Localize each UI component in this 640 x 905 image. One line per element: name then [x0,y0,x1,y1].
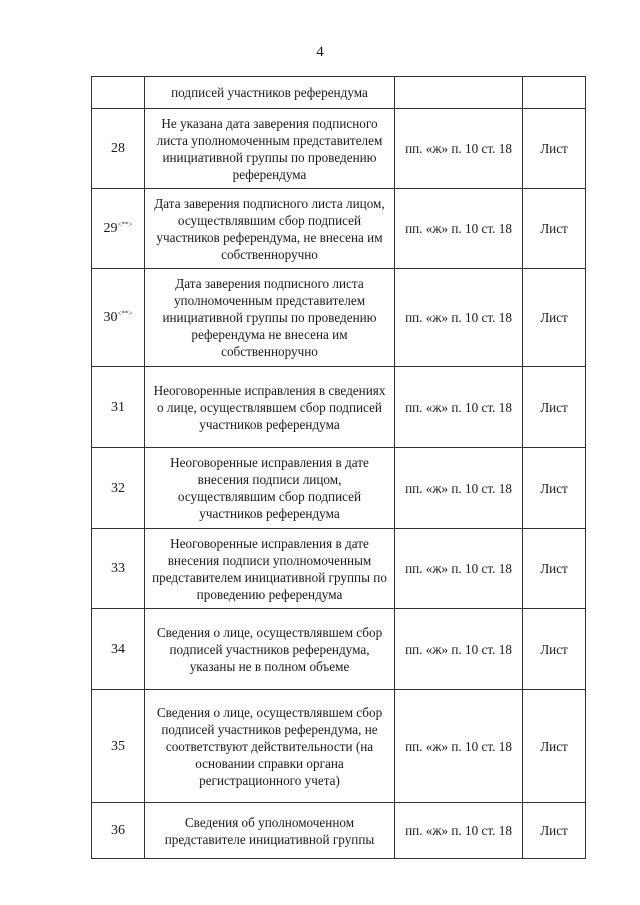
row-number: 30 [103,310,118,325]
cell-reference: пп. «ж» п. 10 ст. 18 [395,529,523,609]
table-row [92,529,586,609]
table-row [92,690,586,803]
cell-description: Неоговоренные исправления в дате внесения подписи лицом, осуществлявшим сбор подписей участников референдума [145,448,395,529]
cell-object: Лист [523,269,586,367]
cell-number [92,448,145,529]
violations-table [91,76,586,859]
cell-number [92,269,145,367]
table-row [92,367,586,448]
cell-number [92,609,145,690]
cell-number [92,367,145,448]
cell-description: Неоговоренные исправления в сведениях о лице, осуществлявшем сбор подписей участников референдума [145,367,395,448]
cell-reference: пп. «ж» п. 10 ст. 18 [395,367,523,448]
cell-reference: пп. «ж» п. 10 ст. 18 [395,609,523,690]
table-row [92,448,586,529]
cell-number [92,109,145,189]
footnote-marker: <**> [117,309,133,318]
cell-number [92,803,145,859]
cell-description: Сведения об уполномоченном представителе инициативной группы [145,803,395,859]
row-number: 31 [111,399,125,415]
cell-reference: пп. «ж» п. 10 ст. 18 [395,690,523,803]
cell-number [92,529,145,609]
page-number: 4 [316,44,324,60]
row-number: 35 [111,738,125,754]
footnote-marker: <**> [117,220,133,229]
row-number: 34 [111,641,125,657]
row-number: 33 [111,561,125,576]
cell-object: Лист [523,189,586,269]
cell-object: Лист [523,109,586,189]
table-row [92,269,586,367]
cell-object: Лист [523,448,586,529]
cell-reference: пп. «ж» п. 10 ст. 18 [395,269,523,367]
cell-description: Неоговоренные исправления в дате внесения подписи уполномоченным представителем инициативной группы по проведению референдума [145,529,395,609]
cell-object: Лист [523,690,586,803]
cell-reference: пп. «ж» п. 10 ст. 18 [395,109,523,189]
cell-description: Дата заверения подписного листа уполномоченным представителем инициативной группы по проведению референдума не внесена им собственноручно [145,269,395,367]
row-number: 36 [111,823,125,838]
cell-reference: пп. «ж» п. 10 ст. 18 [395,803,523,859]
cell-object: Лист [523,609,586,690]
table-row-continuation [92,77,586,109]
cell-object [523,77,586,109]
cell-number [92,189,145,269]
cell-object: Лист [523,529,586,609]
row-number: 29 [103,221,118,236]
cell-reference: пп. «ж» п. 10 ст. 18 [395,448,523,529]
cell-reference [395,77,523,109]
table-row [92,609,586,690]
table-row [92,189,586,269]
cell-description: подписей участников референдума [145,77,395,109]
table-row [92,109,586,189]
cell-description: Дата заверения подписного листа лицом, осуществлявшим сбор подписей участников референдума, не внесена им собственноручно [145,189,395,269]
row-number: 28 [111,141,125,156]
cell-number [92,77,145,109]
cell-description: Сведения о лице, осуществлявшем сбор подписей участников референдума, не соответствуют действительности (на основании справки органа регистрационного учета) [145,690,395,803]
cell-object: Лист [523,803,586,859]
cell-description: Сведения о лице, осуществлявшем сбор подписей участников референдума, указаны не в полном объеме [145,609,395,690]
row-number: 32 [111,480,125,496]
cell-description: Не указана дата заверения подписного листа уполномоченным представителем инициативной группы по проведению референдума [145,109,395,189]
cell-number [92,690,145,803]
cell-object: Лист [523,367,586,448]
table-row [92,803,586,859]
cell-reference: пп. «ж» п. 10 ст. 18 [395,189,523,269]
